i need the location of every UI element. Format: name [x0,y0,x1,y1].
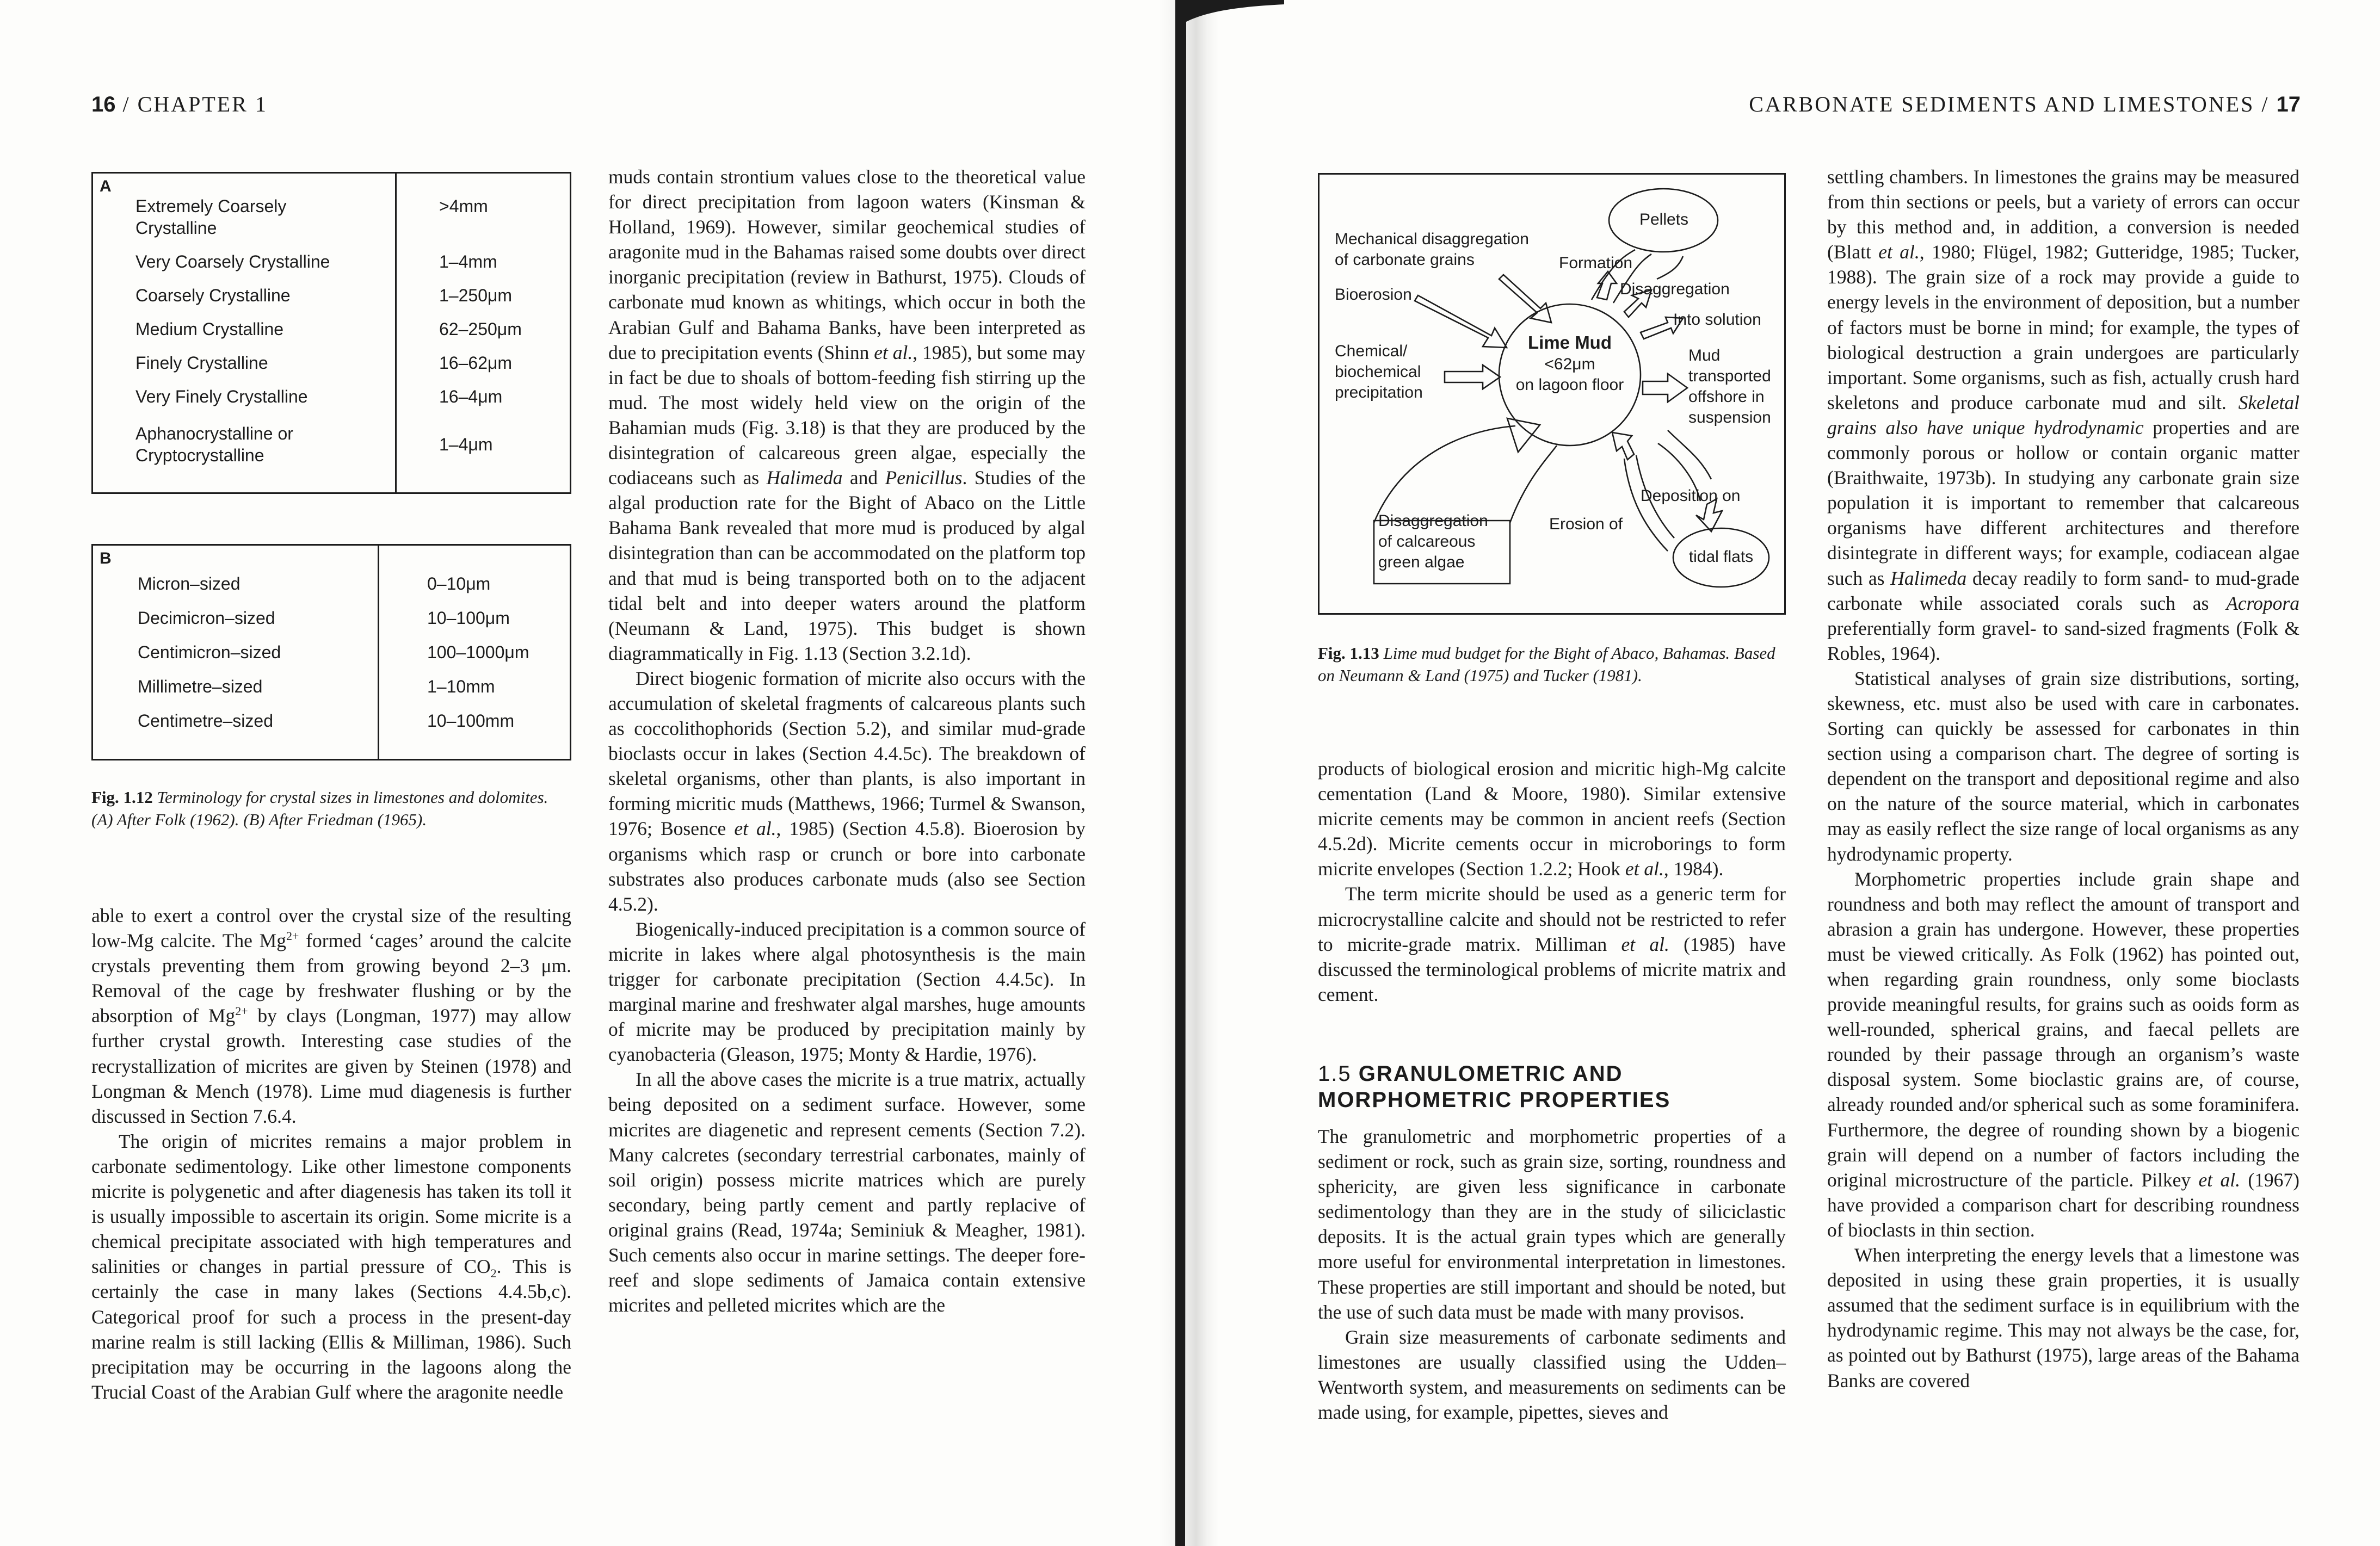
caption-text: Terminology for crystal sizes in limestones and dolomites. (A) After Folk (1962). (B) After Friedman (1965). [91,788,548,829]
label-pellets: Pellets [1639,211,1689,228]
table-a-term-1b: Crystalline [135,218,217,238]
left-running-head [91,91,268,117]
table-a-term-2: Very Coarsely Crystalline [135,252,330,271]
right-running-head [1749,91,2301,117]
figure-caption-1-12 [91,786,552,831]
table-b-term-5: Centimetre–sized [138,711,273,731]
label-calc-1: Disaggregation [1378,512,1488,530]
table-a-term-3: Coarsely Crystalline [135,286,291,305]
chemical-arrow [1445,365,1500,389]
table-a-value-7: 1–4μm [439,435,493,454]
label-mud-1: Mud [1688,347,1721,364]
table-b-value-2: 10–100μm [427,608,510,628]
chapter-label: / CHAPTER 1 [122,92,268,116]
paragraph: able to exert a control over the crystal size of the resulting low-Mg calcite. The $Mg^{2+}$ formed ‘cages’ around the calcite crystals preventing them from growing beyond 2–3 μm. Removal of the cage by freshwater flushing or by the absorption of $Mg^{2+}$ by clays (Longman, 1977) may allow further crystal growth. Interesting case studies of the recrystallization of micrites are given by Steinen (1978) and Longman & Mench (1978). Lime mud diagenesis is further discussed in Section 7.6.4. [91,905,572,1127]
paragraph: The term micrite should be used as a generic term for microcrystalline calcite and should not be restricted to refer to micrite-grade matrix. Milliman et al. (1985) have discussed the terminological problems of micrite matrix and cement. [1318,883,1786,1005]
section-title-1: GRANULOMETRIC AND [1358,1062,1623,1086]
page-number-left: 16 [91,92,116,116]
caption-text: Lime mud budget for the Bight of Abaco, Bahamas. Based on Neumann & Land (1975) and Tucker (1981). [1318,644,1775,685]
label-calc-2: of calcareous [1378,533,1476,551]
table-a-letter: A [100,177,112,195]
table-a-value-3: 1–250μm [439,286,513,305]
left-column-2 [608,164,1086,1318]
paragraph: Statistical analyses of grain size distributions, sorting, skewness, etc. must also be used with care in carbonates. Sorting can quickly be assessed for carbonates in thin section using a comparison chart. The degree of sorting is dependent on the transport and depositional regime and also on the nature of the source material, which in carbonates may as easily reflect the size range of local organisms as any hydrodynamic property. [1827,667,2299,865]
right-column-1-lower [1318,1124,1786,1425]
table-a-value-1: >4mm [439,196,488,216]
label-chem-3: precipitation [1335,384,1423,401]
table-a-term-5: Finely Crystalline [135,353,268,373]
page-number-right: 17 [2276,92,2301,116]
table-a-term-6: Very Finely Crystalline [135,387,308,406]
label-mud-2: transported [1688,367,1771,385]
label-bioerosion: Bioerosion [1335,286,1412,304]
label-erosion: Erosion of [1549,515,1623,533]
paragraph: The granulometric and morphometric properties of a sediment or rock, such as grain size, sorting, roundness and sphericity, are given less significance in carbonate sedimentology than they are in the study of siliciclastic deposits. It is the actual grain types which are generally more useful for environmental interpretation in limestones. These properties are still important and should be noted, but the use of such data must be made with many provisos. [1318,1126,1786,1323]
table-a-value-4: 62–250μm [439,319,522,339]
section-number: 1.5 [1318,1062,1352,1086]
label-lime-mud: Lime Mud [1528,332,1612,353]
label-formation: Formation [1559,254,1633,272]
left-page [0,0,1181,1546]
caption-label: Fig. 1.12 [91,788,153,807]
table-b-term-3: Centimicron–sized [138,642,281,662]
paragraph: Direct biogenic formation of micrite also occurs with the accumulation of skeletal fragments of calcareous plants such as coccolithophorids (Section 5.2), and similar mud-grade bioclasts occur in lakes (Section 4.4.5c). The breakdown of skeletal organisms, other than plants, is also important in forming micritic muds (Matthews, 1966; Turmel & Swanson, 1976; Bosence et al., 1985) (Section 4.5.8). Bioerosion by organisms which rasp or crunch or bore into carbonate substrates also produces carbonate muds (also see Section 4.5.2). [608,667,1086,915]
section-heading-1-5 [1318,1061,1670,1113]
paragraph: In all the above cases the micrite is a true matrix, actually being deposited on a sediment surface. However, some micrites are diagenetic and represent cements (Section 7.2). Many calcretes (secondary terrestrial carbonates, mainly of soil origin) possess micrite matrices which are purely secondary, being partly cement and partly replacive of original grains (Read, 1974a; Seminiuk & Meagher, 1981). Such cements also occur in marine settings. The deeper fore-reef and slope sediments of Jamaica contain extensive micrites and pelleted micrites which are the [608,1068,1086,1316]
label-disaggregation: Disaggregation [1620,280,1730,298]
right-page [1181,0,2380,1546]
table-b-term-4: Millimetre–sized [138,677,263,696]
table-a-value-2: 1–4mm [439,252,497,271]
paragraph: When interpreting the energy levels that a limestone was deposited in using these grain properties, it is usually assumed that the sediment surface is in equilibrium with the hydrodynamic regime. This may not always be the case, for, as pointed out by Bathurst (1975), large areas of the Bahama Banks are covered [1827,1244,2299,1392]
table-b-value-1: 0–10μm [427,574,491,593]
table-b-term-2: Decimicron–sized [138,608,275,628]
label-size: <62μm [1544,355,1595,373]
left-column-1-lower [91,903,571,1405]
paragraph: The origin of micrites remains a major problem in carbonate sedimentology. Like other limestone components micrite is polygenetic and after diagenesis has taken its toll it is usually impossible to ascertain its origin. Some micrite is a chemical precipitate associated with high temperatures and salinities or changes in partial pressure of $CO_2$. This is certainly the case in many lakes (Sections 4.4.5b,c). Categorical proof for such a process in the present-day marine realm is still lacking (Ellis & Milliman, 1986). Such precipitation may be occurring in the lagoons along the Trucial Coast of the Arabian Gulf where the aragonite needle [91,1130,572,1403]
label-mud-4: suspension [1688,409,1771,426]
label-chem-1: Chemical/ [1335,342,1408,360]
figure-caption-1-13 [1318,642,1786,687]
label-calc-3: green algae [1378,553,1465,571]
label-deposition: Deposition on [1641,487,1741,505]
crystal-size-table-a [91,172,571,494]
label-chem-2: biochemical [1335,363,1421,381]
transport-arrow [1643,374,1687,402]
table-a-term-4: Medium Crystalline [135,319,284,339]
label-mech-1: Mechanical disaggregation [1335,230,1529,248]
caption-label: Fig. 1.13 [1318,644,1379,663]
mechanical-arrow [1499,275,1551,323]
paragraph: Morphometric properties include grain shape and roundness and both may reflect the amount of transport and abrasion a grain has undergone. However, these properties must be viewed critically. As Folk (1962) has pointed out, when regarding grain roundness, only some bioclasts provide meaningful results, for grains such as ooids form as well-rounded, spherical grains, and faecal pellets are rounded by their passage through an organism’s waste disposal system. Some bioclastic grains are, of course, already rounded and/or spherical such as some foraminifera. Furthermore, the degree of rounding shown by a biogenic grain will depend on a number of factors including the original microstructure of the particle. Pilkey et al. (1967) have provided a comparison chart for describing roundness of bioclasts in thin section. [1827,868,2299,1241]
erosion-arrowhead [1612,432,1634,460]
paragraph: muds contain strontium values close to the theoretical value for direct precipitation from lagoon waters (Kinsman & Holland, 1969). However, similar geochemical studies of aragonite mud in the Bahamas raised some doubts over direct inorganic precipitation (review in Bathurst, 1975). Clouds of carbonate mud known as whitings, which occur in both the Arabian Gulf and Bahama Banks, have been interpreted as due to precipitation events (Shinn et al., 1985), but some may in fact be due to shoals of bottom-feeding fish stirring up the mud. The most widely held view on the origin of the Bahamian muds (Fig. 3.18) is that they are produced by the disintegration of calcareous green algae, especially the codiaceans such as Halimeda and Penicillus. Studies of the algal production rate for the Bight of Abaco on the Little Bahama Bank revealed that more mud is produced by algal disintegration than can be accommodated on the platform top and that mud is being transported both on to the adjacent tidal belt and into deeper waters around the platform (Neumann & Land, 1975). This budget is shown diagrammatically in Fig. 1.13 (Section 3.2.1d). [608,166,1086,664]
table-a-term-1a: Extremely Coarsely [135,196,287,216]
bioerosion-arrow [1415,295,1507,348]
lime-mud-budget-diagram [1318,173,1786,615]
table-a-value-6: 16–4μm [439,387,503,406]
paragraph: products of biological erosion and micritic high-Mg calcite cementation (Land & Moore, 1980). Similar extensive micrite cements may be common in ancient reefs (Section 4.5.2d). Micrite cements occur in microborings to form micrite envelopes (Section 1.2.2; Hook et al., 1984). [1318,758,1786,880]
table-a-term-7b: Cryptocrystalline [135,446,264,465]
algae-arrowhead [1507,418,1540,452]
table-a-value-5: 16–62μm [439,353,513,373]
table-b-value-4: 1–10mm [427,677,495,696]
crystal-size-table-b [91,544,571,760]
right-column-2 [1827,164,2299,1393]
right-column-1-upper [1318,756,1786,1007]
paragraph: settling chambers. In limestones the grains may be measured from thin sections or peels, but a variety of errors can occur by this method and, in addition, a conversion is needed (Blatt et al., 1980; Flügel, 1982; Gutteridge, 1985; Tucker, 1988). The grain size of a rock may provide a guide to energy levels in the environment of deposition, but a number of factors must be borne in mind; for example, the types of biological destruction a grain undergoes are particularly important. Some organisms, such as fish, actually crush hard skeletons and produce carbonate mud and silt. Skeletal grains also have unique hydrodynamic properties and are commonly porous or hollow or contain organic matter (Braithwaite, 1973b). In studying any carbonate grain size population it is important to remember that calcareous organisms have different architectures and therefore disintegrate in different ways; for example, codiacean algae such as Halimeda decay readily to form sand- to mud-grade carbonate while associated corals such as Acropora preferentially form gravel- to sand-sized fragments (Folk & Robles, 1964). [1827,166,2299,664]
paragraph: Grain size measurements of carbonate sediments and limestones are usually classified using the Udden–Wentworth system, and measurements on sediments can be made using, for example, pipettes, sieves and [1318,1326,1786,1424]
label-lagoon-floor: on lagoon floor [1515,376,1624,394]
table-b-letter: B [100,549,112,567]
chapter-title: CARBONATE SEDIMENTS AND LIMESTONES / [1749,92,2270,116]
table-a-term-7a: Aphanocrystalline or [135,424,293,443]
label-into-solution: Into solution [1673,311,1761,329]
paragraph: Biogenically-induced precipitation is a common source of micrite in lakes where algal photosynthesis is the main trigger for carbonate precipitation (Section 4.4.5c). In marginal marine and freshwater algal marshes, huge amounts of micrite may be produced by precipitation mainly by cyanobacteria (Gleason, 1975; Monty & Hardie, 1976). [608,918,1086,1066]
table-b-value-3: 100–1000μm [427,642,529,662]
table-b-value-5: 10–100mm [427,711,515,731]
label-mud-3: offshore in [1688,388,1765,406]
table-b-term-1: Micron–sized [138,574,241,593]
label-tidal-flats: tidal flats [1688,548,1754,566]
label-mech-2: of carbonate grains [1335,251,1475,269]
section-title-2: MORPHOMETRIC PROPERTIES [1318,1088,1671,1112]
